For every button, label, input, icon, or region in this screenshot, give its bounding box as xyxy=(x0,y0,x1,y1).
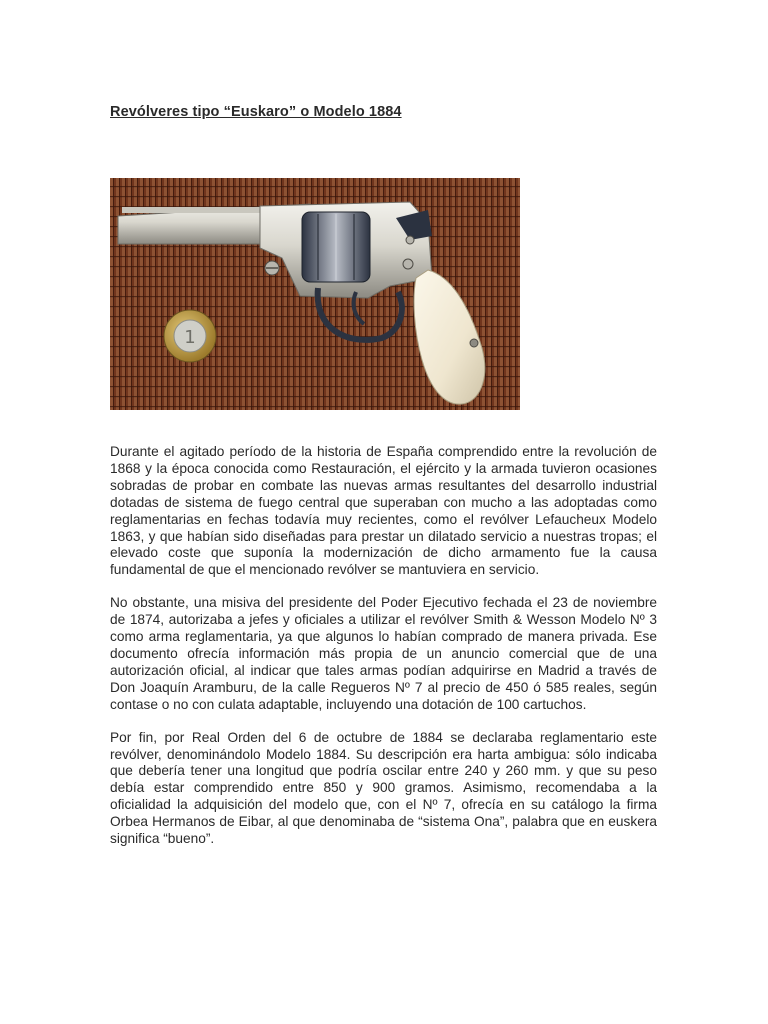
page-title: Revólveres tipo “Euskaro” o Modelo 1884 xyxy=(110,104,402,120)
body-text xyxy=(110,444,657,864)
paragraph: Por fin, por Real Orden del 6 de octubre de 1884 se declaraba reglamentario este revólver, denominándolo Modelo 1884. Su descripción era harta ambigua: sólo indicaba que debería tener una longitud que podría oscilar entre 240 y 260 mm. y que su peso debía estar comprendido entre 850 y 900 gramos. Asimismo, recomendaba a la oficialidad la adquisición del modelo que, con el Nº 7, ofrecía en su catálogo la firma Orbea Hermanos de Eibar, al que denominaba de “sistema Ona”, palabra que en euskera significa “bueno”. xyxy=(110,729,657,847)
paragraph: Durante el agitado período de la historia de España comprendido entre la revolución de 1868 y la época conocida como Restauración, el ejército y la armada tuvieron ocasiones sobradas de probar en combate las nuevas armas resultantes del desarrollo industrial dotadas de sistema de fuego central que superaban con mucho a las adoptadas como reglamentarias en fechas todavía muy recientes, como el revólver Lefaucheux Modelo 1863, y que habían sido diseñadas para prestar un dilatado servicio a nuestras tropas; el elevado coste que suponía la modernización de dicho armamento fue la causa fundamental de que el mencionado revólver se mantuviera en servicio. xyxy=(110,444,657,578)
svg-text:1: 1 xyxy=(184,327,196,348)
paragraph: No obstante, una misiva del presidente del Poder Ejecutivo fechada el 23 de noviembre de 1874, autorizaba a jefes y oficiales a utilizar el revólver Smith & Wesson Modelo Nº 3 como arma reglamentaria, ya que algunos lo habían comprado de manera privada. Ese documento ofrecía información más propia de un anuncio comercial que de una autorización oficial, al indicar que tales armas podían adquirirse en Madrid a través de Don Joaquín Aramburu, de la calle Regueros Nº 7 al precio de 450 ó 585 reales, según contase o no con culata adaptable, incluyendo una dotación de 100 cartuchos. xyxy=(110,595,657,712)
revolver-photo xyxy=(110,178,520,410)
coin-icon xyxy=(164,310,216,362)
